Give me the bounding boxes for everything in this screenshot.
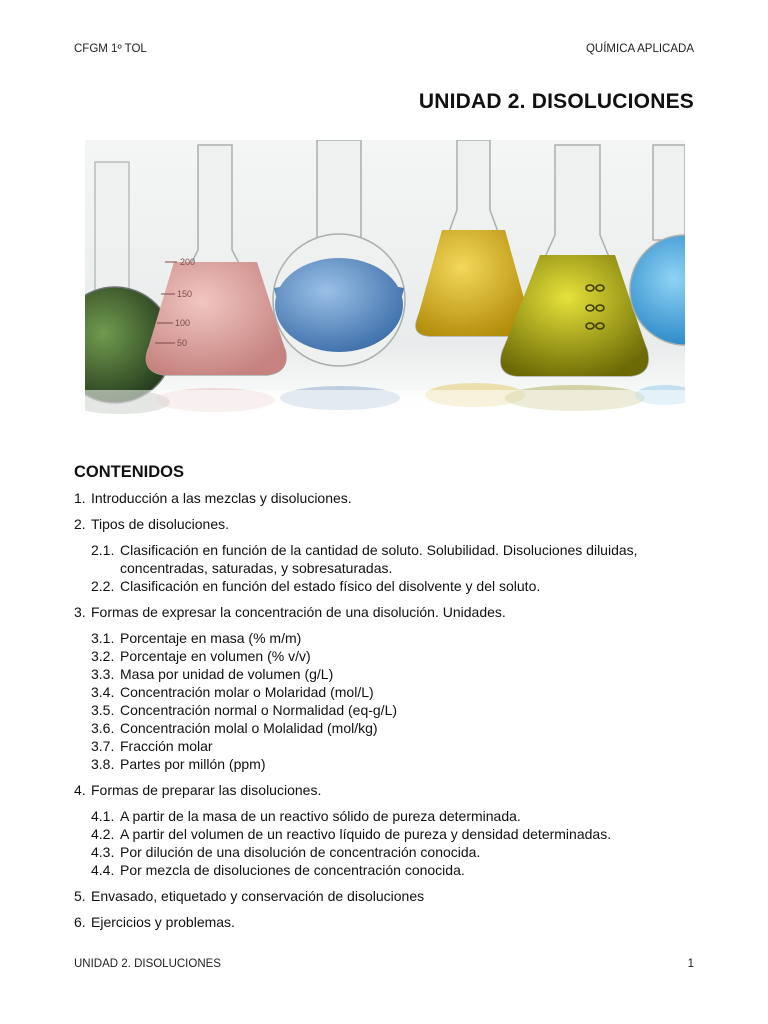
list-subitem: 4.4. Por mezcla de disoluciones de concentración conocida. — [91, 862, 465, 878]
list-subitem: 3.6. Concentración molal o Molalidad (mol/kg) — [91, 720, 378, 736]
list-item: 6. Ejercicios y problemas. — [74, 914, 235, 930]
sublist — [91, 807, 699, 879]
page-header — [74, 43, 694, 55]
contents-section — [74, 463, 699, 939]
list-item: 4. Formas de preparar las disoluciones. — [74, 782, 322, 798]
svg-text:150: 150 — [177, 289, 193, 299]
svg-text:200: 200 — [180, 257, 196, 267]
list-subitem: 3.5. Concentración normal o Normalidad (eq-g/L) — [91, 702, 398, 718]
sublist — [91, 541, 699, 595]
header-subject: QUÍMICA APLICADA — [585, 43, 694, 55]
list-subitem: 3.3. Masa por unidad de volumen (g/L) — [91, 666, 334, 682]
svg-text:50: 50 — [177, 338, 188, 348]
list-item: 1. Introducción a las mezclas y disoluciones. — [74, 490, 352, 506]
list-item: 5. Envasado, etiquetado y conservación de disoluciones — [74, 888, 425, 904]
list-subitem: 4.1. A partir de la masa de un reactivo sólido de pureza determinada. — [91, 808, 521, 824]
sublist — [91, 629, 699, 773]
list-subitem: 2.1. Clasificación en función de la cantidad de soluto. Solubilidad. Disoluciones diluidas, concentradas, saturadas, y sobresaturadas. — [91, 542, 638, 576]
list-subitem: 2.2. Clasificación en función del estado físico del disolvente y del soluto. — [91, 578, 541, 594]
list-subitem: 3.7. Fracción molar — [91, 738, 213, 754]
contents-heading: CONTENIDOS — [74, 463, 185, 481]
list-subitem: 3.8. Partes por millón (ppm) — [91, 756, 266, 772]
lab-flasks-illustration — [85, 140, 685, 415]
list-item: 2. Tipos de disoluciones. — [74, 516, 230, 532]
list-subitem: 3.2. Porcentaje en volumen (% v/v) — [91, 648, 311, 664]
list-item: 3. Formas de expresar la concentración de una disolución. Unidades. — [74, 604, 506, 620]
page-title: UNIDAD 2. DISOLUCIONES — [418, 90, 694, 113]
svg-text:100: 100 — [175, 318, 191, 328]
list-subitem: 4.3. Por dilución de una disolución de concentración conocida. — [91, 844, 481, 860]
header-course: CFGM 1º TOL — [74, 43, 147, 55]
footer-unit: UNIDAD 2. DISOLUCIONES — [74, 958, 221, 970]
list-subitem: 3.4. Concentración molar o Molaridad (mol/L) — [91, 684, 374, 700]
lab-flasks-photo — [85, 140, 685, 415]
list-subitem: 4.2. A partir del volumen de un reactivo líquido de pureza y densidad determinadas. — [91, 826, 612, 842]
list-subitem: 3.1. Porcentaje en masa (% m/m) — [91, 630, 302, 646]
page-footer — [74, 958, 694, 970]
page-number: 1 — [687, 958, 694, 970]
